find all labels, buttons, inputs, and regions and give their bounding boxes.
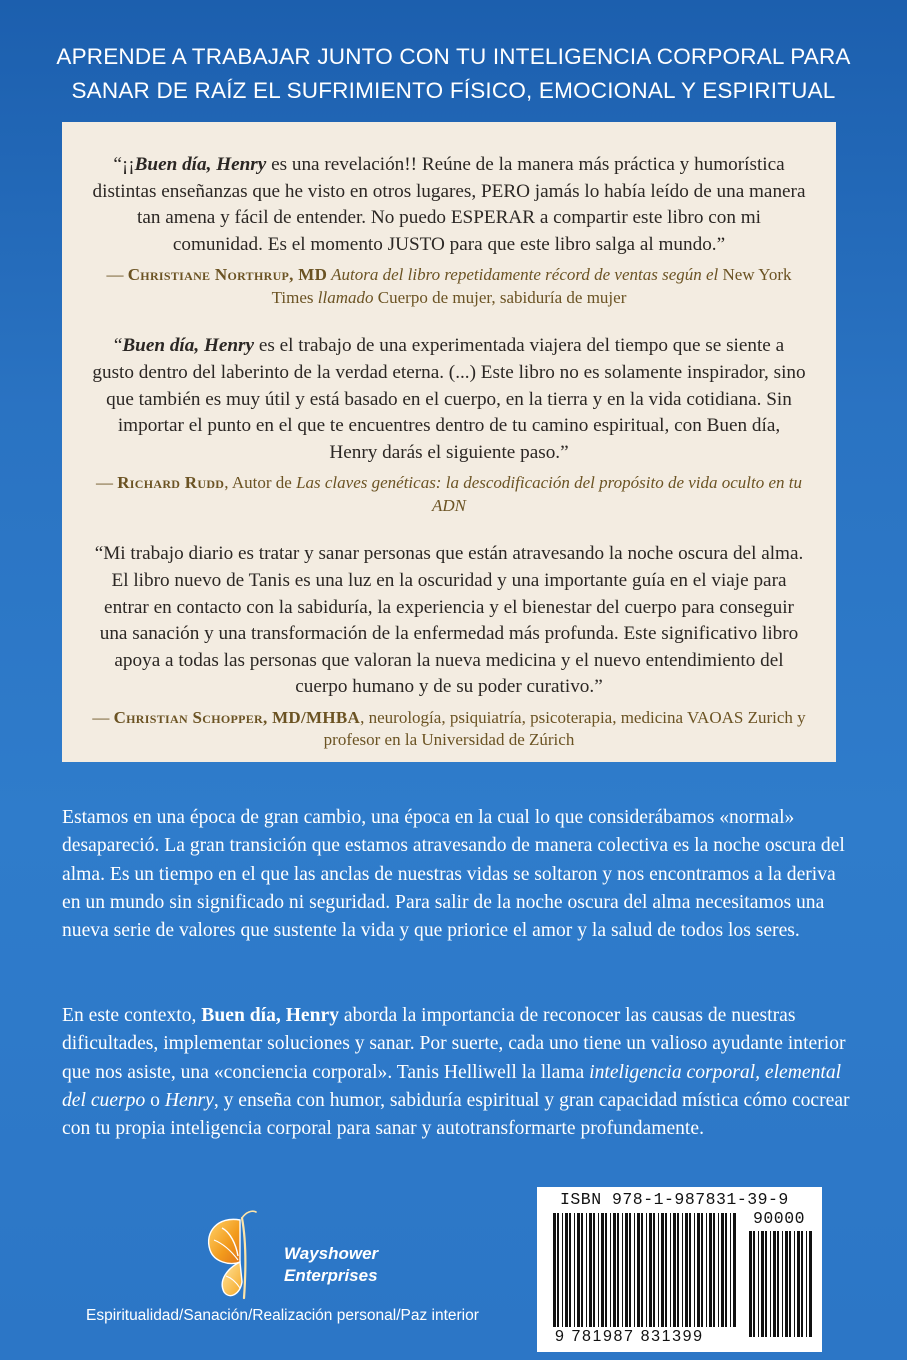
barcode-bar [785,1231,788,1337]
barcode-digits: 9 781987 831399 [555,1328,704,1345]
barcode-bar [694,1213,695,1327]
headline-line-2: SANAR DE RAÍZ EL SUFRIMIENTO FÍSICO, EMOCIONAL Y ESPIRITUAL [71,78,836,103]
barcode-bar [713,1213,715,1327]
quote-author: Christian Schopper, MD/MHBA [113,707,361,727]
barcode-bar [685,1213,688,1327]
butterfly-logo-icon [200,1210,280,1305]
barcode-bar [622,1213,623,1327]
barcode-bar [673,1213,676,1327]
barcode-bar [677,1213,679,1327]
isbn-number: ISBN 978-1-987831-39-9 [560,1190,789,1209]
barcode-bar [586,1213,587,1327]
author-role-book: Las claves genéticas: la descodificación del propósito de vida oculto en tu ADN [296,473,803,515]
description-paragraph-2 [62,1002,852,1143]
attribution-dash: — [92,707,114,727]
barcode-bar [773,1231,776,1337]
quote-body: es una revelación!! Reúne de la manera más práctica y humorística distintas enseñanzas que he visto en otros lugares, PERO jamás lo había leído de una manera tan amena y fácil de entender. No puedo ESPERAR a compartir este libro con mi comunidad. Es el momento JUSTO para que este libro salga al mundo.” [92,154,806,255]
paragraph-text: En este contexto, [62,1005,202,1026]
barcode-bar [557,1213,559,1327]
cover-headline [0,40,907,108]
barcode-bar [730,1213,731,1327]
barcode-bar [601,1213,604,1327]
barcode-bar [758,1231,759,1337]
book-categories: Espiritualidad/Sanación/Realización personal/Paz interior [86,1307,479,1324]
barcode-bar [789,1231,791,1337]
barcode-bar [718,1213,719,1327]
barcode-bar [782,1231,783,1337]
barcode-bar [649,1213,652,1327]
barcode-bar [709,1213,712,1327]
attribution-dash: — [95,473,118,493]
quote-attribution [92,264,806,309]
quote-author: Christiane Northrup, MD [127,265,328,285]
author-role: , neurología, psiquiatría, psicoterapia, medicina VAOAS Zurich y profesor en la Universidad de Zúrich [323,707,806,750]
barcode-bar [670,1213,671,1327]
paragraph-emphasis: Henry [164,1089,214,1111]
author-role: , Autor de [224,473,297,493]
description-paragraph-1: Estamos en una época de gran cambio, una época en la cual lo que considerábamos «normal» desapareció. La gran transición que estamos atravesando de manera colectiva es la noche oscura del alma. Es un tiempo en el que las anclas de nuestras vidas se soltaron y nos encontramos a la deriva en un mundo sin significado ni seguridad. Para salir de la noche oscura del alma necesitamos una nueva serie de valores que sustente la vida y que priorice el amor y la salud de todos los seres. [62,807,845,942]
publisher-name [284,1243,378,1287]
quote-body: es el trabajo de una experimentada viajera del tiempo que se siente a gusto dentro del laberinto de la verdad eterna. (...) Este libro no es solamente inspirador, sino que también es muy útil y está basado en el cuerpo, en la tierra y en la vida cotidiana. Sin importar el punto en el que te encuentres dentro de tu camino espiritual, con Buen día, Henry darás el siguiente paso.” [92,335,806,463]
publisher-name-line-2: Enterprises [284,1266,378,1285]
barcode-bar [634,1213,635,1327]
barcode-bar [749,1231,752,1337]
quote-text [92,152,806,258]
barcode-bar [721,1213,724,1327]
barcode-bar [706,1213,707,1327]
barcode-bar [777,1231,779,1337]
barcode-bar [625,1213,628,1327]
paragraph-text: , y enseña con humor, sabiduría espiritual y gran capacidad mística cómo cocrear con tu propia inteligencia corporal para sanar y autotransformarte profundamente. [62,1089,850,1140]
publisher-name-line-1: Wayshower [284,1244,379,1263]
testimonial-northrup [92,152,806,309]
barcode-bar [794,1231,795,1337]
barcode-bar [610,1213,611,1327]
barcode-bar [605,1213,607,1327]
book-title-ref: Buen día, Henry [134,154,267,175]
attribution-dash: — [106,265,128,285]
quote-author: Richard Rudd [117,473,225,493]
testimonial-rudd [92,333,806,517]
author-role-book: Cuerpo de mujer, sabiduría de mujer [377,287,627,307]
barcode-bar [770,1231,771,1337]
barcode-bar [577,1213,580,1327]
quote-open-mark: “ [113,335,123,357]
headline-line-1: APRENDE A TRABAJAR JUNTO CON TU INTELIGENCIA CORPORAL PARA [56,44,851,69]
paragraph-emphasis: inteligencia corporal, elemental del cuerpo [62,1061,842,1111]
quote-text: “Mi trabajo diario es tratar y sanar personas que están atravesando la noche oscura del alma. El libro nuevo de Tanis es una luz en la oscuridad y una importante guía en el viaje para entrar en contacto con la sabiduría, la experiencia y el bienestar del cuerpo para conseguir una sanación y una transformación de la enfermedad más profunda. Este significativo libro apoya a todas las personas que valoran la nueva medicina y el nuevo entendimiento del cuerpo humano y de su poder curativo.” [94,543,804,698]
barcode-bar [661,1213,664,1327]
barcode-bar [569,1213,571,1327]
barcode-bar [665,1213,667,1327]
barcode-bar [809,1231,812,1337]
barcode-bar [641,1213,643,1327]
book-title-ref: Buen día, Henry [122,335,255,357]
barcode-bar [682,1213,683,1327]
barcode-bar [701,1213,703,1327]
testimonials-box [62,122,836,762]
barcode-bar [581,1213,583,1327]
barcode-bar [593,1213,595,1327]
paragraph-text: aborda la importancia de reconocer las causas de nuestras dificultades, implementar soluciones y sanar. Por suerte, cada uno tiene un valioso ayudante interior que nos asiste, una «conciencia corporal». Tanis Helliwell la llama [62,1005,846,1083]
barcode-bar [613,1213,616,1327]
barcode-bar [565,1213,568,1327]
barcode-bar [629,1213,631,1327]
barcode-bar [598,1213,599,1327]
quote-attribution [92,707,806,752]
barcode-bar [589,1213,592,1327]
barcode-bar [697,1213,700,1327]
barcode-bar [765,1231,767,1337]
barcode-bar [562,1213,563,1327]
author-role-publication: New York Times [271,265,792,307]
barcode-bar [761,1231,764,1337]
book-title-ref: Buen día, Henry [201,1005,340,1026]
paragraph-text: o [145,1089,165,1111]
quote-open-mark: “¡¡ [113,154,135,175]
quote-attribution [92,472,806,517]
barcode-bar [617,1213,619,1327]
barcode-bar [801,1231,803,1337]
author-role: Autora del libro repetidamente récord de ventas según el [327,265,723,285]
barcode-bar [574,1213,575,1327]
barcode-bar [658,1213,659,1327]
barcode-bar [653,1213,655,1327]
barcode-bar [797,1231,800,1337]
barcode-bar [689,1213,691,1327]
barcode-bar [725,1213,727,1327]
quote-text [92,333,806,466]
author-role-connector: llamado [313,287,378,307]
barcode-bar [637,1213,640,1327]
isbn-barcode [537,1187,822,1352]
barcode-bar [806,1231,807,1337]
barcode-bar [646,1213,647,1327]
barcode-bar [553,1213,556,1327]
testimonial-schopper [92,541,806,752]
price-code: 90000 [753,1209,806,1228]
barcode-bar [733,1213,736,1327]
barcode-bar [753,1231,755,1337]
